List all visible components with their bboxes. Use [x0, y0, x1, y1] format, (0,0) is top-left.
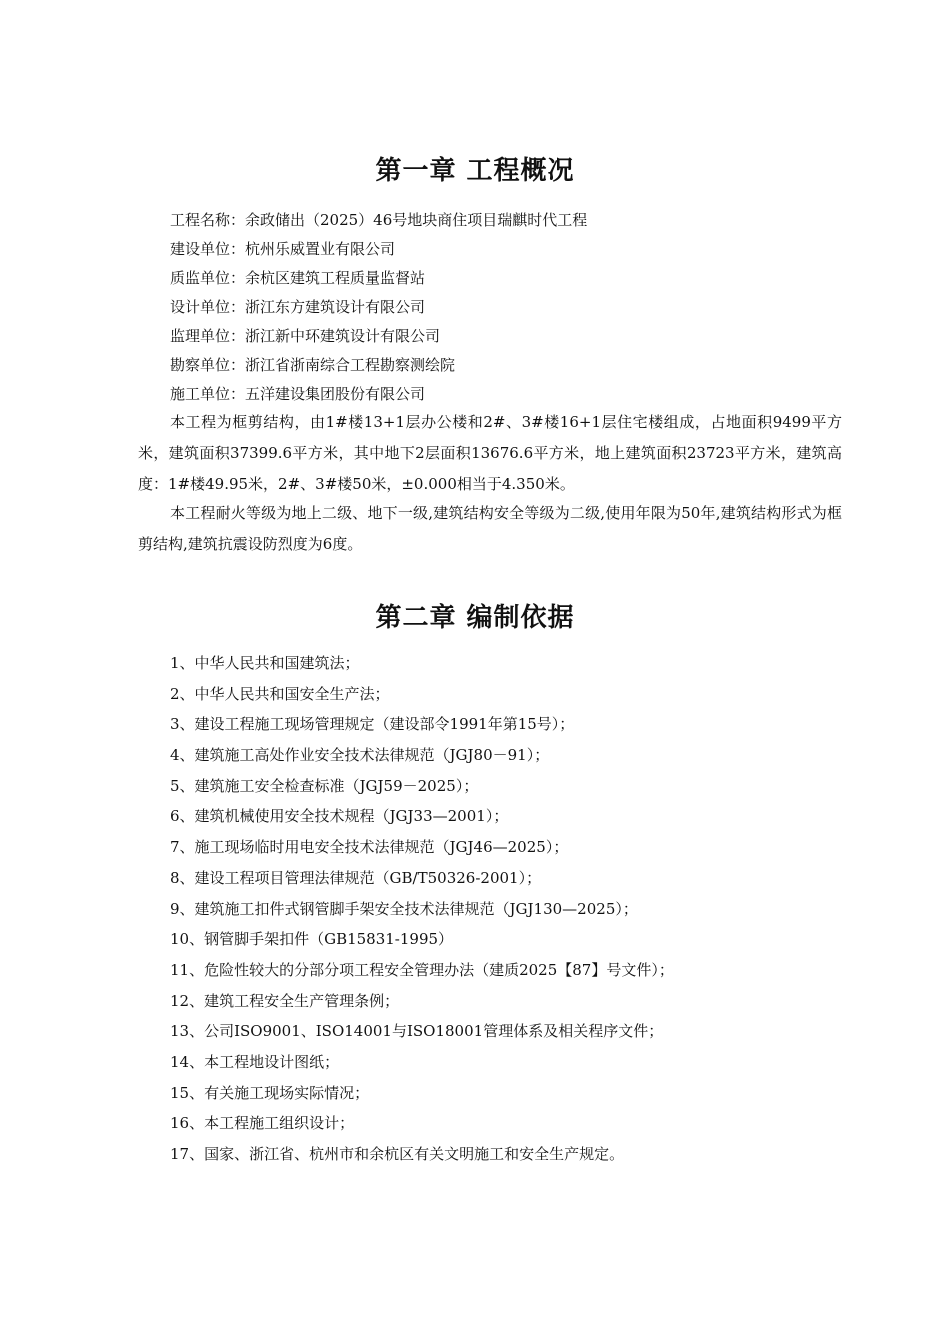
list-item: 12、建筑工程安全生产管理条例； — [170, 991, 400, 1010]
list-item: 17、国家、浙江省、杭州市和余杭区有关文明施工和安全生产规定。 — [170, 1145, 625, 1163]
list-item: 5、建筑施工安全检查标准（JGJ59－2025）； — [170, 776, 479, 795]
list-item: 2、中华人民共和国安全生产法； — [170, 684, 390, 703]
list-item: 16、本工程施工组织设计； — [170, 1114, 355, 1133]
list-item: 9、建筑施工扣件式钢管脚手架安全技术法律规范（JGJ130—2025）； — [170, 899, 638, 918]
list-item: 15、有关施工现场实际情况； — [170, 1083, 370, 1102]
project-info-list — [170, 206, 850, 409]
project-name-line: 工程名称：余政储出（2025）46号地块商住项目瑞麒时代工程 — [170, 211, 588, 229]
list-item: 3、建设工程施工现场管理规定（建设部令1991年第15号）； — [170, 715, 575, 734]
list-item: 8、建设工程项目管理法律规范（GB/T50326-2001）； — [170, 868, 542, 887]
design-unit-line: 设计单位：浙江东方建筑设计有限公司 — [170, 298, 426, 316]
list-item: 6、建筑机械使用安全技术规程（JGJ33—2001）； — [170, 807, 509, 826]
quality-supervision-unit-line: 质监单位：余杭区建筑工程质量监督站 — [170, 269, 426, 287]
construction-unit-line: 建设单位：杭州乐威置业有限公司 — [170, 240, 396, 258]
chapter-1-title: 第一章 工程概况 — [375, 156, 575, 186]
list-item: 10、钢管脚手架扣件（GB15831-1995） — [170, 930, 454, 949]
list-item: 14、本工程地设计图纸； — [170, 1052, 340, 1071]
list-item: 11、危险性较大的分部分项工程安全管理办法（建质2025【87】号文件）； — [170, 960, 674, 979]
list-item: 13、公司ISO9001、ISO14001与ISO18001管理体系及相关程序文件； — [170, 1022, 664, 1041]
survey-unit-line: 勘察单位：浙江省浙南综合工程勘察测绘院 — [170, 356, 456, 374]
project-overview-paragraph: 本工程为框剪结构，由1#楼13+1层办公楼和2#、3#楼16+1层住宅楼组成，占地面积9499平方米，建筑面积37399.6平方米，其中地下2层面积13676.6平方米，地上建筑面积23723平方米，建筑高度：1#楼49.95米，2#、3#楼50米，±0.000相当于4.350米。 — [138, 413, 842, 493]
list-item: 7、施工现场临时用电安全技术法律规范（JGJ46—2025）； — [170, 838, 569, 857]
compilation-basis-list — [170, 648, 870, 1170]
list-item: 4、建筑施工高处作业安全技术法律规范（JGJ80－91）； — [170, 746, 550, 765]
fire-rating-paragraph: 本工程耐火等级为地上二级、地下一级,建筑结构安全等级为二级,使用年限为50年,建筑结构形式为框剪结构,建筑抗震设防烈度为6度。 — [138, 504, 842, 553]
supervision-unit-line: 监理单位：浙江新中环建筑设计有限公司 — [170, 327, 441, 345]
list-item: 1、中华人民共和国建筑法； — [170, 654, 360, 672]
chapter-2-title: 第二章 编制依据 — [375, 603, 575, 633]
contractor-unit-line: 施工单位：五洋建设集团股份有限公司 — [170, 385, 426, 403]
